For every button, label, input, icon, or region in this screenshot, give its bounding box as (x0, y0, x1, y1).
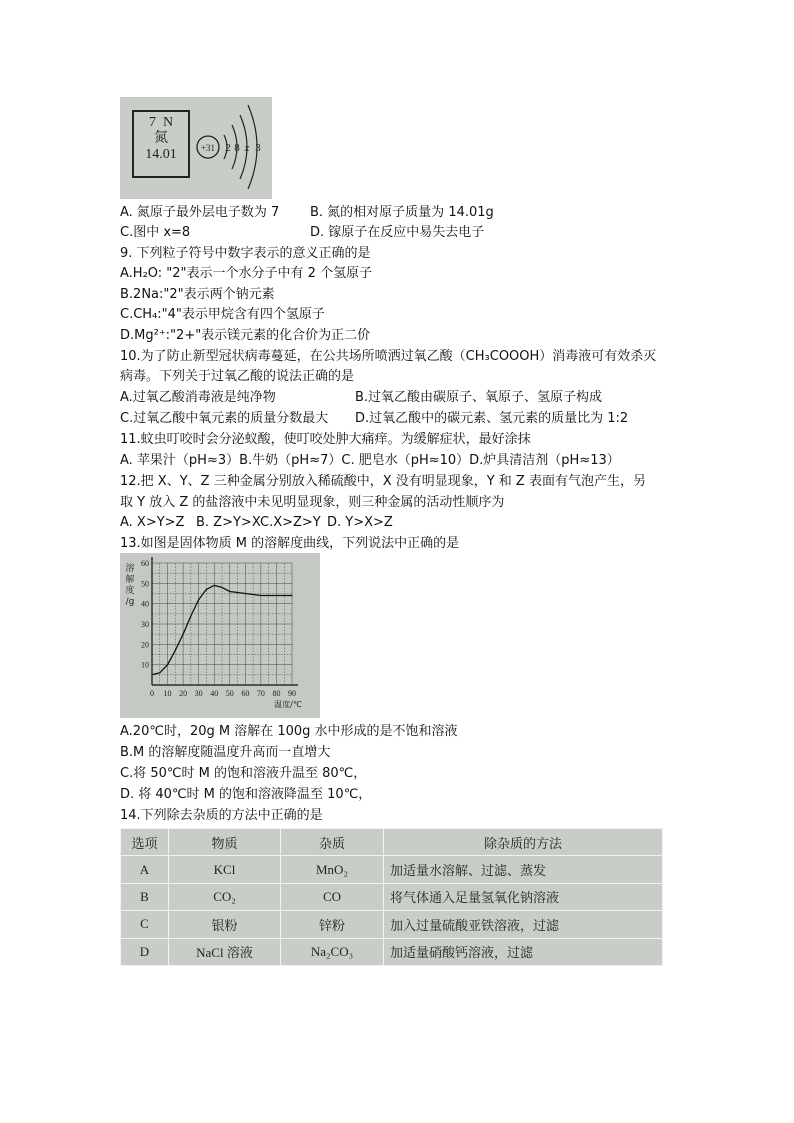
element-card-figure (120, 97, 272, 199)
atomic-number: 7 (148, 115, 156, 130)
table-row (121, 911, 663, 938)
y-tick-label: 20 (141, 640, 149, 650)
data-point (151, 674, 152, 675)
q9-option-d: D.Mg²⁺:"2+"表示镁元素的化合价为正二价 (120, 328, 371, 343)
element-info-box (132, 110, 190, 178)
table-row (121, 938, 663, 965)
data-point (159, 672, 160, 673)
shell-2-count: 8 (234, 142, 240, 154)
x-tick-label: 30 (194, 689, 203, 698)
q12-stem-line1: 12.把 X、Y、Z 三种金属分别放入稀硫酸中，X 没有明显现象，Y 和 Z 表面有气泡产生，另 (120, 474, 646, 489)
table-cell: NaCl 溶液 (169, 938, 281, 965)
q10-option-d: D.过氧乙酸中的碳元素、氢元素的质量比为 1:2 (355, 411, 629, 426)
q8-option-c: C.图中 x=8 (120, 225, 191, 240)
table-header-cell: 除杂质的方法 (384, 829, 663, 856)
data-point (214, 585, 215, 586)
data-point (206, 589, 207, 590)
x-axis-label: 温度/℃ (274, 700, 302, 709)
data-point (229, 591, 230, 592)
data-point (221, 587, 222, 588)
q8-option-a: A. 氮原子最外层电子数为 7 (120, 205, 280, 220)
x-tick-label: 20 (179, 689, 188, 698)
x-tick-label: 40 (210, 689, 219, 698)
table-cell: CO (281, 883, 384, 910)
x-tick-label: 0 (150, 689, 154, 698)
y-axis-label: /g (125, 597, 135, 607)
table-cell: Na₂CO₃ (281, 938, 384, 965)
solubility-chart-svg (120, 553, 320, 718)
q13-option-a: A.20℃时，20g M 溶解在 100g 水中形成的是不饱和溶液 (120, 724, 458, 739)
q10-option-a: A.过氧乙酸消毒液是纯净物 (120, 390, 276, 405)
data-point (198, 599, 199, 600)
data-point (291, 595, 292, 596)
x-tick-label: 10 (163, 689, 172, 698)
y-axis-label: 溶 (125, 564, 135, 574)
table-cell: KCl (169, 856, 281, 883)
q8-option-d: D. 镓原子在反应中易失去电子 (310, 225, 485, 240)
data-point (167, 664, 168, 665)
table-cell: D (121, 938, 169, 965)
y-tick-label: 30 (141, 620, 149, 629)
q9-option-a: A.H₂O: "2"表示一个水分子中有 2 个氢原子 (120, 266, 373, 281)
table-cell: A (121, 856, 169, 883)
q12-option-b: B. Z>Y>X (196, 515, 261, 530)
x-tick-label: 90 (288, 689, 296, 698)
shell-3-count: x (244, 142, 250, 154)
y-tick-label: 60 (141, 559, 149, 568)
q12-option-a: A. X>Y>Z (120, 515, 185, 530)
data-point (190, 615, 191, 616)
data-point (245, 593, 246, 594)
x-tick-label: 70 (256, 689, 265, 698)
x-tick-label: 80 (272, 689, 281, 698)
table-row (121, 883, 663, 910)
q10-option-c: C.过氧乙酸中氧元素的质量分数最大 (120, 411, 329, 426)
table-cell: 加入过量硫酸亚铁溶液，过滤 (384, 911, 663, 938)
q9-option-b: B.2Na:"2"表示两个钠元素 (120, 287, 275, 302)
table-cell: 锌粉 (281, 911, 384, 938)
y-tick-label: 10 (141, 660, 149, 670)
y-tick-label: 50 (141, 579, 149, 589)
table-cell: B (121, 883, 169, 910)
q10-stem-line2: 病毒。下列关于过氧乙酸的说法正确的是 (120, 369, 355, 384)
y-axis-label: 解 (125, 575, 135, 585)
table-row (121, 856, 663, 883)
table-header-cell: 选项 (121, 829, 169, 856)
q13-option-d: D. 将 40℃时 M 的饱和溶液降温至 10℃， (120, 787, 372, 802)
table-header-cell: 物质 (169, 829, 281, 856)
q9-option-c: C.CH₄:"4"表示甲烷含有四个氢原子 (120, 307, 325, 322)
table-cell: 将气体通入足量氢氧化钠溶液 (384, 883, 663, 910)
element-name: 氮 (154, 131, 168, 146)
q14-stem: 14.下列除去杂质的方法中正确的是 (120, 808, 323, 823)
q11-stem: 11.蚊虫叮咬时会分泌蚁酸，使叮咬处肿大痛痒。为缓解症状，最好涂抹 (120, 432, 531, 447)
data-point (183, 634, 184, 635)
shell-4-count: 3 (255, 142, 261, 154)
q12-option-c: C.X>Z>Y (260, 515, 321, 530)
q11-options: A. 苹果汁（pH≈3）B.牛奶（pH≈7）C. 肥皂水（pH≈10）D.炉具清洁剂（pH≈13） (120, 453, 620, 468)
solubility-chart (120, 553, 320, 718)
q10-stem-line1: 10.为了防止新型冠状病毒蔓延，在公共场所喷洒过氧乙酸（CH₃COOOH）消毒液可有效杀灭 (120, 349, 657, 364)
impurity-removal-table (120, 828, 663, 966)
data-point (175, 650, 176, 651)
q12-stem-line2: 取 Y 放入 Z 的盐溶液中未见明显现象，则三种金属的活动性顺序为 (120, 495, 505, 510)
q12-option-d: D. Y>X>Z (327, 515, 393, 530)
table-header-cell: 杂质 (281, 829, 384, 856)
table-cell: C (121, 911, 169, 938)
table-header-row (121, 829, 663, 856)
data-point (276, 595, 277, 596)
q13-option-b: B.M 的溶解度随温度升高而一直增大 (120, 745, 331, 760)
nucleus-charge: +31 (200, 143, 216, 153)
table-cell: MnO₂ (281, 856, 384, 883)
element-symbol: N (162, 115, 174, 130)
q13-option-c: C.将 50℃时 M 的饱和溶液升温至 80℃， (120, 766, 367, 781)
x-tick-label: 50 (225, 689, 234, 698)
y-tick-label: 40 (141, 599, 149, 609)
q13-stem: 13.如图是固体物质 M 的溶解度曲线，下列说法中正确的是 (120, 536, 460, 551)
q9-stem: 9. 下列粒子符号中数字表示的意义正确的是 (120, 246, 371, 261)
data-point (260, 595, 261, 596)
shell-1-count: 2 (225, 142, 231, 154)
atom-structure-diagram (194, 101, 270, 195)
table-cell: 银粉 (169, 911, 281, 938)
q8-option-b: B. 氮的相对原子质量为 14.01g (310, 205, 494, 220)
table-cell: 加适量水溶解、过滤、蒸发 (384, 856, 663, 883)
q10-option-b: B.过氧乙酸由碳原子、氧原子、氢原子构成 (355, 390, 603, 405)
x-tick-label: 60 (241, 689, 250, 698)
atomic-mass: 14.01 (145, 147, 177, 162)
table-cell: CO₂ (169, 883, 281, 910)
y-axis-label: 度 (125, 586, 135, 596)
table-cell: 加适量硝酸钙溶液，过滤 (384, 938, 663, 965)
